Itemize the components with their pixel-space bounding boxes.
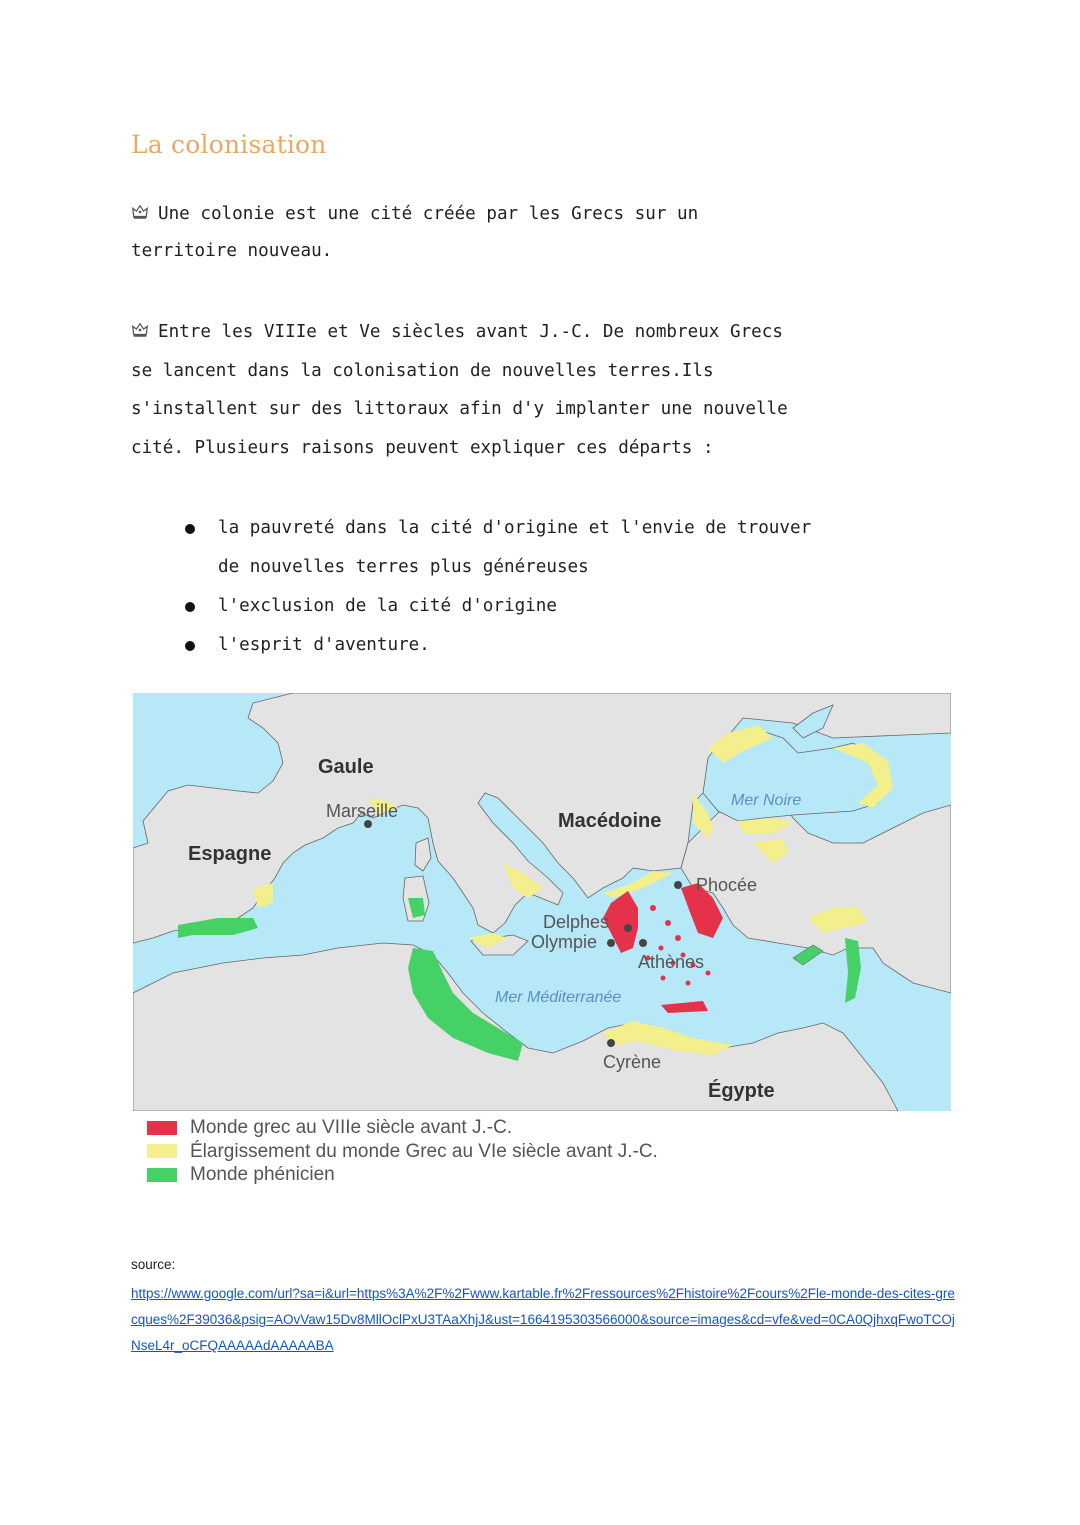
source-link[interactable]: https://www.google.com/url?sa=i&url=https%3A%2F%2Fwww.kartable.fr%2Fressources%2Fhistoire%2Fcours%2Fle-monde-des-cites-grecques%2F39036&psig=AOvVaw15Dv8MllOclPxU3TAaXhjJ&ust=1664195303566000&source=images&cd=vfe&ved=0CA0QjhxqFwoTCOjNseL4r_oCFQAAAAAdAAAAABA — [131, 1286, 955, 1353]
list-item-text: l'exclusion de la cité d'origine — [218, 596, 557, 616]
city-label-marseille: Marseille — [326, 801, 399, 821]
legend-swatch-green — [147, 1168, 177, 1182]
legend-label: Monde phénicien — [190, 1164, 335, 1185]
reasons-list — [183, 509, 811, 665]
city-label-phocee: Phocée — [696, 875, 758, 895]
bullet-dot — [185, 641, 195, 651]
sea-label-mer-noire: Mer Noire — [731, 792, 802, 809]
city-label-delphes: Delphes — [543, 912, 610, 932]
list-item-text: la pauvreté dans la cité d'origine et l'envie de trouver — [218, 518, 812, 538]
map-legend — [147, 1116, 658, 1187]
list-item — [183, 626, 811, 665]
crown-icon — [131, 203, 149, 221]
city-label-cyrene: Cyrène — [603, 1052, 662, 1072]
legend-label: Élargissement du monde Grec au VIe siècle avant J.-C. — [190, 1140, 658, 1162]
list-item-text: l'esprit d'aventure. — [218, 635, 430, 655]
paragraph-line — [131, 196, 961, 233]
bullet-dot — [185, 524, 195, 534]
list-item — [183, 587, 811, 626]
paragraph-line: s'installent sur des littoraux afin d'y implanter une nouvelle — [131, 399, 788, 419]
list-item — [183, 509, 811, 587]
city-label-athenes: Athènes — [638, 952, 705, 972]
paragraph-text: Une colonie est une cité créée par les Grecs sur un — [158, 204, 699, 224]
legend-item — [147, 1140, 658, 1164]
legend-item — [147, 1163, 658, 1187]
sea-label-mediterranee: Mer Méditerranée — [495, 989, 622, 1006]
region-label-espagne: Espagne — [188, 843, 272, 865]
page-title: La colonisation — [131, 130, 327, 159]
legend-swatch-red — [147, 1121, 177, 1135]
bullet-dot — [185, 602, 195, 612]
crown-icon — [131, 321, 149, 339]
region-label-egypte: Égypte — [708, 1080, 775, 1102]
paragraph-history — [131, 313, 961, 467]
paragraph-line — [131, 313, 961, 352]
paragraph-definition — [131, 196, 961, 270]
legend-label: Monde grec au VIIIe siècle avant J.-C. — [190, 1117, 513, 1138]
map-svg — [133, 693, 951, 1111]
city-label-olympie: Olympie — [531, 932, 598, 952]
paragraph-line: territoire nouveau. — [131, 241, 333, 261]
legend-swatch-yellow — [147, 1144, 177, 1158]
paragraph-line: se lancent dans la colonisation de nouvelles terres.Ils — [131, 360, 714, 381]
region-label-macedoine: Macédoine — [558, 810, 662, 832]
list-item-text: de nouvelles terres plus généreuses — [218, 557, 589, 577]
paragraph-text: Entre les VIIIe et Ve siècles avant J.-C. De nombreux Grecs — [158, 322, 783, 342]
source-label: source: — [131, 1257, 176, 1272]
region-label-gaule: Gaule — [318, 756, 374, 778]
paragraph-line: cité. Plusieurs raisons peuvent expliquer ces départs : — [131, 437, 714, 458]
mediterranean-map — [133, 693, 951, 1111]
legend-item — [147, 1116, 658, 1140]
